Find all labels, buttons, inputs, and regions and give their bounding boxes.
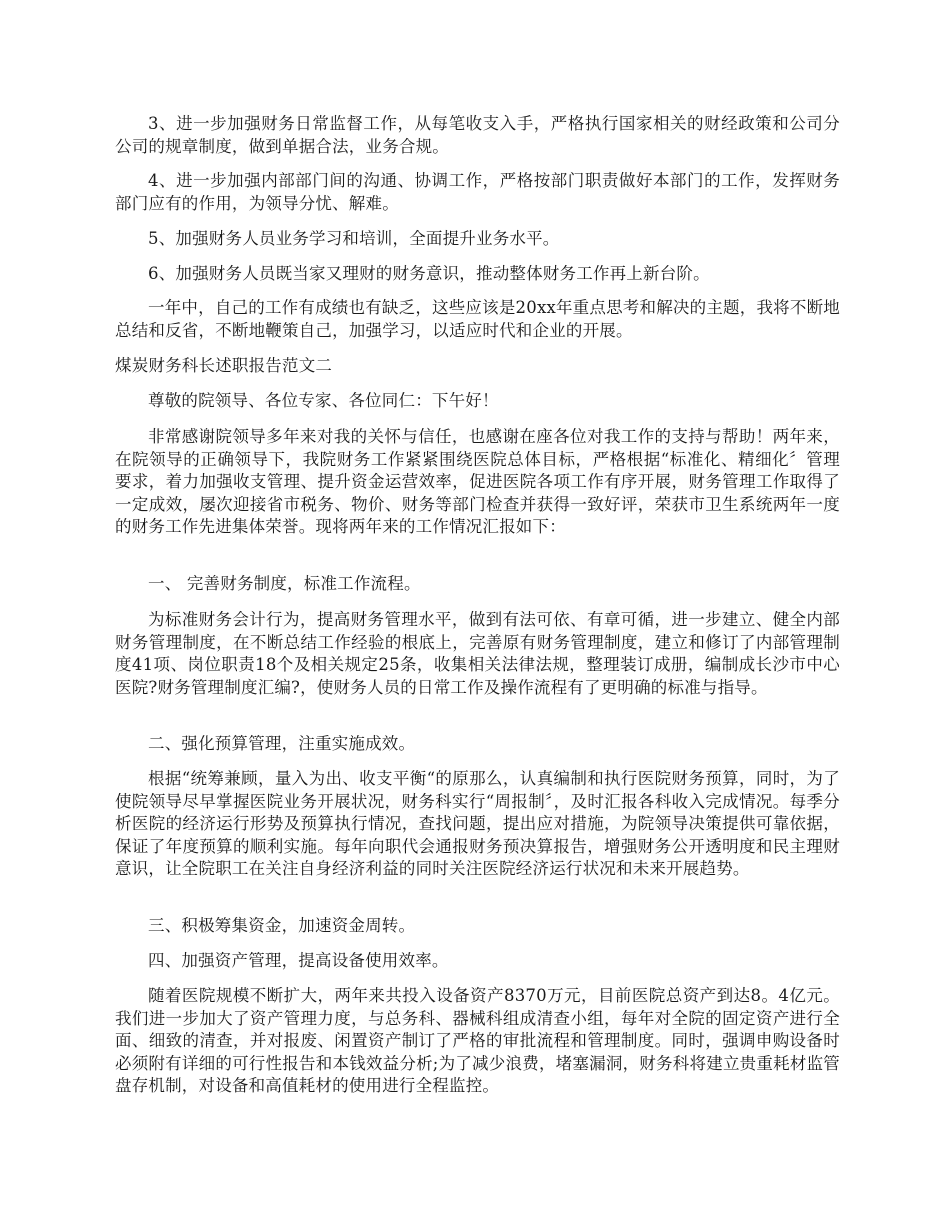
paragraph-budget: 根据“统筹兼顾，量入为出、收支平衡“的原那么，认真编制和执行医院财务预算，同时，为了使院领导尽早掌握医院业务开展状况，财务科实行“周报制〞，及时汇报各科收入完成情况。每季分析医院的经济运行形势及预算执行情况，查找问题，提出应对措施，为院领导决策提供可靠依据，保证了年度预算的顺利实施。每年向职代会通报财务预决算报告，增强财务公开透明度和民主理财意识，让全院职工在关注自身经济利益的同时关注医院经济运行状况和未来开展趋势。: [115, 769, 840, 878]
paragraph-assets: 随着医院规模不断扩大，两年来共投入设备资产8370万元，目前医院总资产到达8。4亿元。我们进一步加大了资产管理力度，与总务科、器械科组成清查小组，每年对全院的固定资产进行全面、细致的清查，并对报废、闲置资产制订了严格的审批流程和管理制度。同时，强调申购设备时必须附有详细的可行性报告和本钱效益分析;为了减少浪费，堵塞漏洞，财务科将建立贵重耗材监管盘存机制，对设备和高值耗材的使用进行全程监控。: [115, 986, 840, 1095]
heading-four: 四、加强资产管理，提高设备使用效率。: [148, 951, 449, 970]
paragraph-item-6: 6、加强财务人员既当家又理财的财务意识，推动整体财务工作再上新台阶。: [148, 264, 710, 283]
heading-three: 三、积极筹集资金，加速资金周转。: [148, 916, 416, 935]
paragraph-item-3: 3、进一步加强财务日常监督工作，从每笔收支入手，严格执行国家相关的财经政策和公司分公司的规章制度，做到单据合法，业务合规。: [115, 114, 840, 156]
paragraph-item-5: 5、加强财务人员业务学习和培训，全面提升业务水平。: [148, 229, 560, 248]
paragraph-finance-system: 为标准财务会计行为，提高财务管理水平，做到有法可依、有章可循，进一步建立、健全内部财务管理制度，在不断总结工作经验的根底上，完善原有财务管理制度，建立和修订了内部管理制度41项、岗位职责18个及相关规定25条，收集相关法律法规，整理装订成册，编制成长沙市中心医院?财务管理制度汇编?，使财务人员的日常工作及操作流程有了更明确的标准与指导。: [115, 610, 840, 697]
heading-one: 一、 完善财务制度，标准工作流程。: [148, 574, 421, 593]
paragraph-item-4: 4、进一步加强内部部门间的沟通、协调工作，严格按部门职责做好本部门的工作，发挥财务部门应有的作用，为领导分忧、解难。: [115, 171, 840, 213]
heading-two: 二、强化预算管理，注重实施成效。: [148, 734, 416, 753]
section-title: 煤炭财务科长述职报告范文二: [115, 356, 333, 375]
paragraph-summary: 一年中，自己的工作有成绩也有缺乏，这些应该是20xx年重点思考和解决的主题，我将不断地总结和反省，不断地鞭策自己，加强学习，以适应时代和企业的开展。: [115, 298, 840, 340]
paragraph-intro: 非常感谢院领导多年来对我的关怀与信任，也感谢在座各位对我工作的支持与帮助！两年来，在院领导的正确领导下，我院财务工作紧紧围绕医院总体目标，严格根据“标准化、精细化〞管理要求，着力加强收支管理、提升资金运营效率，促进医院各项工作有序开展，财务管理工作取得了一定成效，屡次迎接省市税务、物价、财务等部门检查并获得一致好评，荣获市卫生系统两年一度的财务工作先进集体荣誉。现将两年来的工作情况汇报如下：: [115, 427, 840, 536]
greeting: 尊敬的院领导、各位专家、各位同仁：下午好！: [148, 391, 499, 410]
